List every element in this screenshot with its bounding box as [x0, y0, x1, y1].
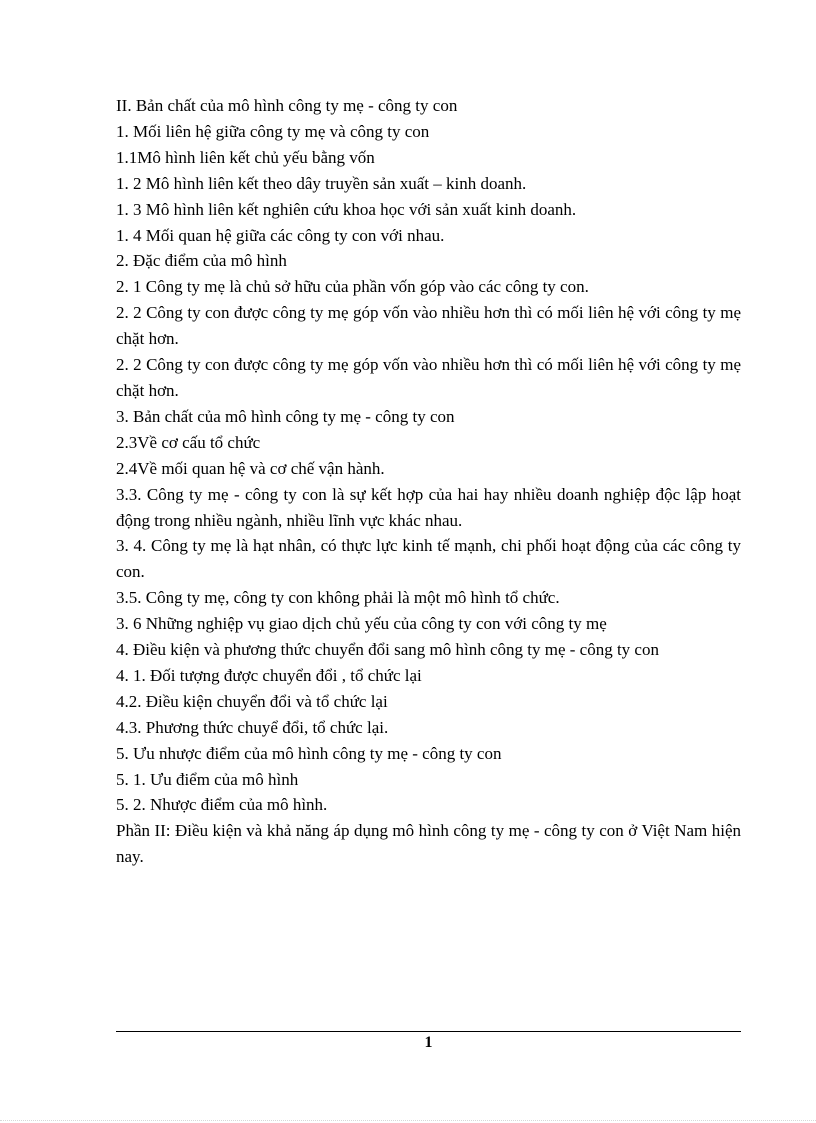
outline-item: 2. 1 Công ty mẹ là chủ sở hữu của phần vốn góp vào các công ty con.: [116, 277, 589, 297]
section-heading: II. Bản chất của mô hình công ty mẹ - công ty con: [116, 96, 458, 115]
outline-item: 1. 4 Mối quan hệ giữa các công ty con với nhau.: [116, 225, 445, 245]
outline-item: 5. 2. Nhược điểm của mô hình.: [116, 795, 328, 815]
outline-item: 3. 6 Những nghiệp vụ giao dịch chủ yếu của công ty con với công ty mẹ: [116, 614, 607, 634]
outline-item: 1. 3 Mô hình liên kết nghiên cứu khoa học với sản xuất kinh doanh.: [116, 199, 577, 219]
outline-item: 2. 2 Công ty con được công ty mẹ góp vốn vào nhiều hơn thì có mối liên hệ với công ty mẹ chặt hơn.: [116, 355, 741, 400]
outline-item: 1. 2 Mô hình liên kết theo dây truyền sản xuất – kinh doanh.: [116, 173, 527, 193]
outline-item: 4. 1. Đối tượng được chuyển đổi , tổ chức lại: [116, 665, 422, 685]
footer-divider: [116, 1031, 741, 1032]
outline-item: 1. Mối liên hệ giữa công ty mẹ và công ty con: [116, 121, 430, 141]
outline-item: 2. Đặc điểm của mô hình: [116, 251, 287, 271]
outline-item: 2.4Về mối quan hệ và cơ chế vận hành.: [116, 458, 385, 478]
outline-item: 3. 4. Công ty mẹ là hạt nhân, có thực lực kinh tế mạnh, chi phối hoạt động của các công ty con.: [116, 536, 741, 582]
outline-item: 4.2. Điều kiện chuyển đổi và tổ chức lại: [116, 691, 388, 711]
outline-item: 3.5. Công ty mẹ, công ty con không phải là một mô hình tổ chức.: [116, 588, 560, 608]
outline-item: 4.3. Phương thức chuyể đổi, tổ chức lại.: [116, 717, 389, 737]
outline-item: 3. Bản chất của mô hình công ty mẹ - công ty con: [116, 406, 455, 426]
outline-item: 5. 1. Ưu điểm của mô hình: [116, 769, 299, 789]
page-number: 1: [424, 1034, 433, 1051]
outline-item: 5. Ưu nhược điểm của mô hình công ty mẹ - công ty con: [116, 743, 502, 763]
outline-item: 2. 2 Công ty con được công ty mẹ góp vốn vào nhiều hơn thì có mối liên hệ với công ty mẹ chặt hơn.: [116, 303, 741, 349]
outline-item: 4. Điều kiện và phương thức chuyển đổi sang mô hình công ty mẹ - công ty con: [116, 640, 659, 660]
outline-item: 3.3. Công ty mẹ - công ty con là sự kết hợp của hai hay nhiều doanh nghiệp độc lập hoạt động trong nhiều ngành, nhiều lĩnh vực khác nhau.: [116, 484, 741, 530]
outline-item: 2.3Về cơ cấu tổ chức: [116, 432, 261, 452]
outline-item: 1.1Mô hình liên kết chủ yếu bằng vốn: [116, 147, 375, 167]
document-body: [116, 93, 741, 870]
page-edge-divider: [0, 1120, 816, 1121]
part-heading: Phần II: Điều kiện và khả năng áp dụng mô hình công ty mẹ - công ty con ở Việt Nam hiện nay.: [116, 821, 741, 867]
